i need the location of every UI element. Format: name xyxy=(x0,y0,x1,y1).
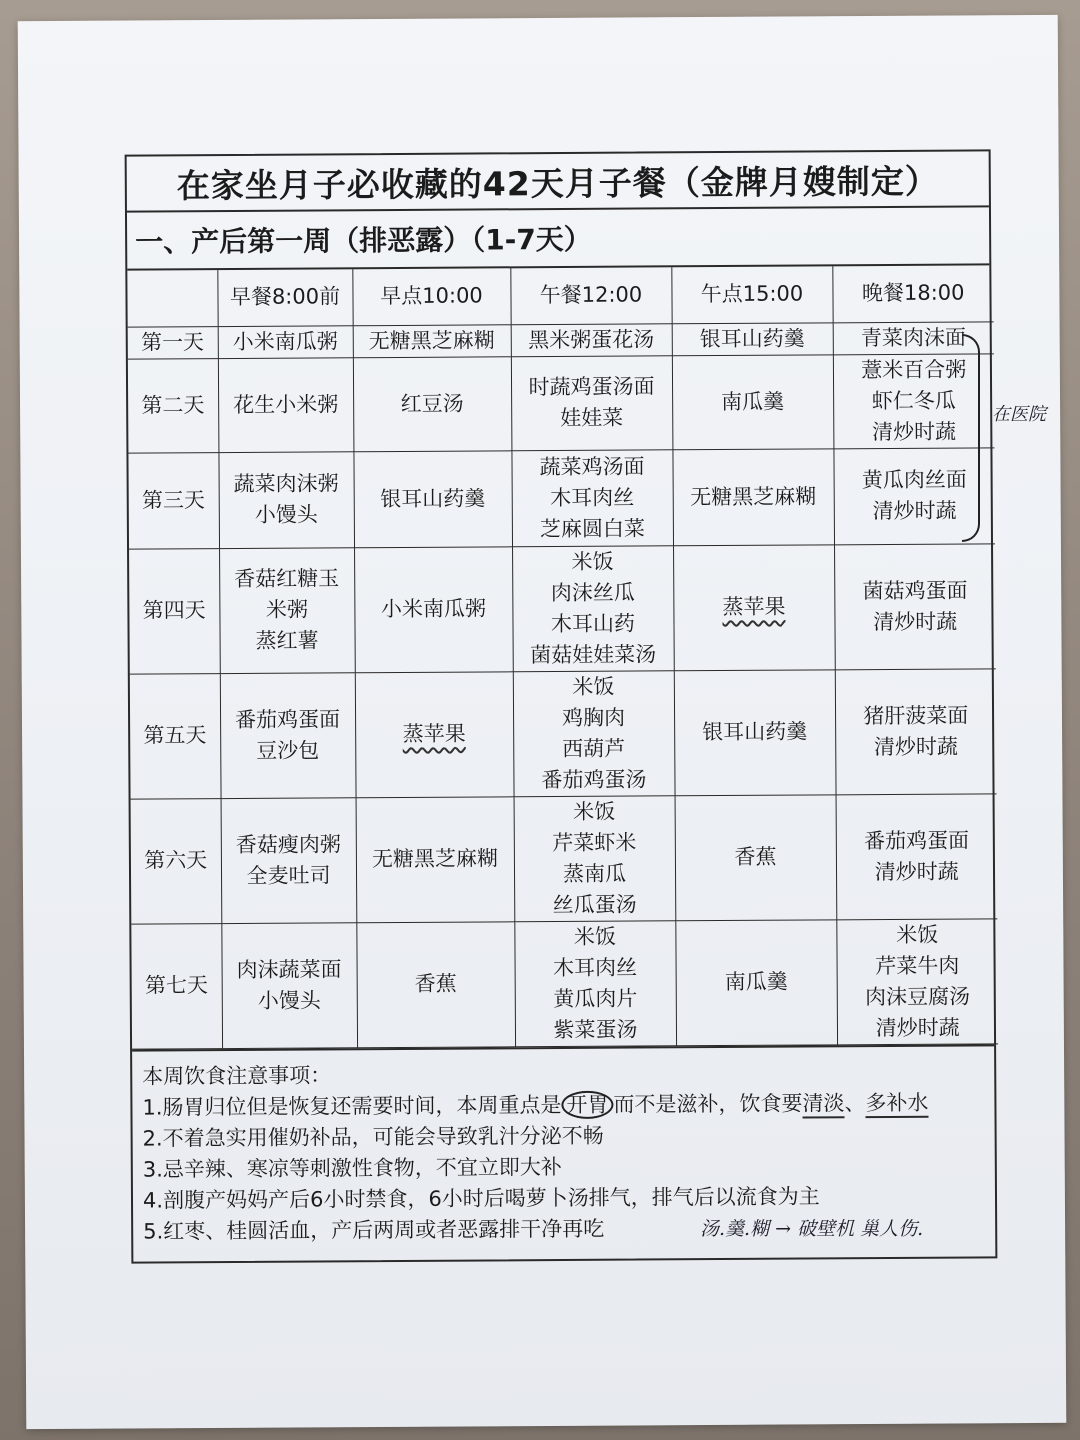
meal-item: 米饭 xyxy=(573,924,616,949)
meal-cell-morning-snack xyxy=(353,324,511,357)
meal-item: 银耳山药羹 xyxy=(699,326,805,351)
meal-item: 银耳山药羹 xyxy=(380,485,486,511)
meal-item: 米饭 xyxy=(572,674,615,699)
day-label: 第六天 xyxy=(131,798,222,924)
meal-cell-morning-snack xyxy=(356,796,515,922)
meal-item: 肉沫丝瓜 xyxy=(550,580,635,605)
note-1 xyxy=(142,1087,986,1123)
day-label: 第四天 xyxy=(129,548,220,674)
meal-item: 蔬菜肉沫粥 xyxy=(233,471,339,496)
meal-item: 小米南瓜粥 xyxy=(380,596,486,622)
meal-item: 清炒时蔬 xyxy=(873,734,959,759)
meal-item: 米饭 xyxy=(573,799,616,824)
note-1-circled-word: 开胃 xyxy=(561,1090,613,1118)
meal-cell-morning-snack xyxy=(354,546,513,672)
meal-item: 蒸南瓜 xyxy=(562,861,627,886)
meal-item: 花生小米粥 xyxy=(233,391,339,417)
meal-item: 无糖黑芝麻糊 xyxy=(371,846,499,872)
meal-cell-afternoon-snack xyxy=(672,322,833,355)
meal-item: 蔬菜鸡汤面 xyxy=(539,453,645,479)
meal-item: 番茄鸡蛋面 xyxy=(864,828,970,853)
day-label: 第一天 xyxy=(128,326,218,359)
meal-cell-lunch xyxy=(511,323,672,356)
meal-plan-sheet xyxy=(125,149,998,1263)
note-1-text-b: 而不是滋补，饮食要 xyxy=(613,1091,803,1117)
meal-item: 紫菜蛋汤 xyxy=(553,1017,638,1042)
meal-item: 青菜肉沫面 xyxy=(860,325,967,350)
meal-cell-breakfast xyxy=(218,357,354,452)
meal-cell-dinner xyxy=(835,668,997,794)
meal-item: 虾仁冬瓜 xyxy=(871,388,956,413)
meal-item: 无糖黑芝麻糊 xyxy=(368,327,495,353)
meal-item: 菌菇鸡蛋面 xyxy=(862,578,968,603)
meal-item: 番茄鸡蛋面 xyxy=(235,706,341,732)
table-row xyxy=(128,447,995,548)
handwritten-side-note: 在医院 xyxy=(992,404,1046,425)
handwritten-bottom-note: 汤.羹.糊 → 破壁机 巢人伤. xyxy=(700,1218,924,1240)
meal-cell-breakfast xyxy=(218,451,354,548)
meal-item: 米饭 xyxy=(571,549,614,574)
note-1-underlined-2: 多补水 xyxy=(865,1090,928,1117)
meal-cell-dinner xyxy=(836,918,998,1044)
meal-item: 芝麻圆白菜 xyxy=(539,515,645,541)
meal-item: 米粥 xyxy=(265,597,308,622)
meal-item: 薏米百合粥 xyxy=(861,357,967,382)
meal-item: 南瓜羹 xyxy=(721,389,785,414)
meal-item: 香蕉 xyxy=(734,844,777,869)
meal-item: 木耳山药 xyxy=(550,611,636,636)
meal-cell-dinner xyxy=(836,793,998,919)
meal-cell-afternoon-snack xyxy=(675,794,837,920)
header-breakfast: 早餐8:00前 xyxy=(217,269,352,326)
meal-cell-breakfast xyxy=(218,325,353,358)
meal-item: 清炒时蔬 xyxy=(872,419,957,444)
meal-item: 丝瓜蛋汤 xyxy=(552,892,637,917)
meal-item: 清炒时蔬 xyxy=(872,498,957,524)
header-corner xyxy=(127,270,217,327)
meal-item: 香蕉 xyxy=(414,971,457,996)
meal-item: 米饭 xyxy=(896,922,939,947)
meal-cell-afternoon-snack xyxy=(672,354,834,449)
meal-cell-breakfast xyxy=(221,797,357,923)
day-label: 第二天 xyxy=(128,358,219,453)
meal-item: 菌菇娃娃菜汤 xyxy=(530,641,657,667)
meal-item: 小馒头 xyxy=(254,502,318,527)
meal-item: 无糖黑芝麻糊 xyxy=(690,483,817,509)
meal-item: 黄瓜肉片 xyxy=(553,986,638,1011)
meal-table-body xyxy=(128,321,998,1048)
header-dinner: 晚餐18:00 xyxy=(832,265,993,322)
notes-heading: 本周饮食注意事项： xyxy=(142,1062,332,1089)
meal-item: 银耳山药羹 xyxy=(702,719,808,745)
note-4: 4.剖腹产妈妈产后6小时禁食，6小时后喝萝卜汤排气，排气后以流食为主 xyxy=(142,1183,820,1213)
meal-table xyxy=(127,265,998,1049)
meal-item: 南瓜羹 xyxy=(724,969,788,995)
header-lunch: 午餐12:00 xyxy=(510,267,671,324)
meal-item: 时蔬鸡蛋汤面 xyxy=(528,374,655,400)
meal-item: 肉沫蔬菜面 xyxy=(236,956,342,982)
meal-cell-breakfast xyxy=(219,547,355,673)
meal-item: 鸡胸肉 xyxy=(561,705,626,730)
meal-item: 小米南瓜粥 xyxy=(232,328,338,354)
meal-cell-afternoon-snack xyxy=(675,919,837,1045)
meal-cell-afternoon-snack xyxy=(672,448,834,545)
meal-cell-morning-snack xyxy=(353,356,512,451)
table-row xyxy=(128,353,995,452)
handwritten-bracket xyxy=(962,334,980,542)
meal-item: 黄瓜肉丝面 xyxy=(861,467,967,493)
meal-cell-morning-snack xyxy=(353,450,512,547)
day-label: 第七天 xyxy=(131,923,222,1049)
meal-cell-lunch xyxy=(511,355,673,450)
meal-item: 清炒时蔬 xyxy=(873,609,958,634)
meal-item: 豆沙包 xyxy=(256,737,320,763)
meal-item: 蒸苹果 xyxy=(722,594,786,620)
meal-cell-lunch xyxy=(511,449,673,546)
meal-item: 芹菜牛肉 xyxy=(875,953,960,978)
meal-item: 全麦吐司 xyxy=(246,862,331,888)
table-row xyxy=(131,793,998,923)
meal-item: 番茄鸡蛋汤 xyxy=(541,766,647,792)
note-1-separator: 、 xyxy=(844,1090,866,1115)
header-row xyxy=(127,265,993,326)
meal-item: 木耳肉丝 xyxy=(550,485,635,510)
note-5: 5.红枣、桂圆活血，产后两周或者恶露排干净再吃 xyxy=(143,1216,605,1244)
meal-item: 小馒头 xyxy=(257,987,321,1013)
meal-cell-dinner xyxy=(834,543,996,669)
meal-cell-lunch xyxy=(512,545,674,671)
meal-item: 肉沫豆腐汤 xyxy=(864,984,971,1009)
week-subtitle: 一、产后第一周（排恶露）（1-7天） xyxy=(127,207,989,270)
header-afternoon-snack: 午点15:00 xyxy=(671,266,832,323)
meal-cell-breakfast xyxy=(220,672,356,798)
meal-item: 黑米粥蛋花汤 xyxy=(528,326,655,352)
page-title: 在家坐月子必收藏的42天月子餐（金牌月嫂制定） xyxy=(127,151,989,212)
meal-cell-afternoon-snack xyxy=(674,669,836,795)
meal-item: 清炒时蔬 xyxy=(875,1015,960,1040)
meal-item: 猪肝菠菜面 xyxy=(863,703,969,728)
table-row xyxy=(130,668,997,798)
note-3: 3.忌辛辣、寒凉等刺激性食物，不宜立即大补 xyxy=(142,1154,562,1182)
table-frame xyxy=(125,149,998,1263)
meal-cell-breakfast xyxy=(221,922,357,1048)
meal-item: 蒸苹果 xyxy=(402,721,466,746)
header-morning-snack: 早点10:00 xyxy=(352,268,510,325)
note-1-underlined-1: 清淡 xyxy=(802,1091,844,1118)
note-2: 2.不着急实用催奶补品，可能会导致乳汁分泌不畅 xyxy=(142,1123,604,1151)
meal-cell-morning-snack xyxy=(356,921,515,1047)
table-row xyxy=(131,918,998,1048)
meal-cell-lunch xyxy=(514,920,676,1046)
table-row xyxy=(128,321,994,358)
meal-item: 蒸红薯 xyxy=(255,628,319,653)
day-label: 第五天 xyxy=(130,673,221,799)
note-1-text-a: 1.肠胃归位但是恢复还需要时间，本周重点是 xyxy=(142,1092,562,1120)
table-row xyxy=(129,543,996,673)
meal-item: 红豆汤 xyxy=(400,391,464,416)
meal-item: 清炒时蔬 xyxy=(874,859,959,884)
meal-item: 西葫芦 xyxy=(562,736,626,761)
meal-item: 娃娃菜 xyxy=(560,405,624,430)
meal-cell-afternoon-snack xyxy=(673,544,835,670)
meal-item: 芹菜虾米 xyxy=(552,830,637,855)
meal-cell-morning-snack xyxy=(355,671,514,797)
day-label: 第三天 xyxy=(128,452,219,549)
meal-item: 香菇瘦肉粥 xyxy=(235,831,341,857)
meal-item: 香菇红糖玉 xyxy=(234,566,340,591)
meal-cell-lunch xyxy=(513,670,675,796)
meal-item: 木耳肉丝 xyxy=(553,955,638,980)
meal-cell-lunch xyxy=(514,795,676,921)
